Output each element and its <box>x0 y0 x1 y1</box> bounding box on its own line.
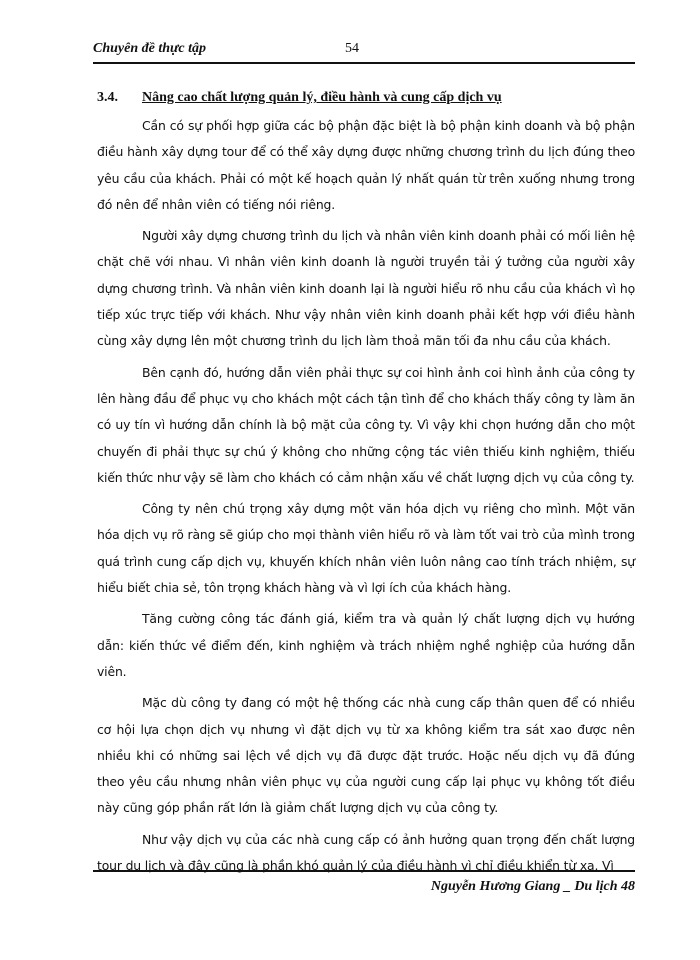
section-number: 3.4. <box>97 90 118 105</box>
footer-author: Nguyễn Hương Giang _ Du lịch 48 <box>430 879 635 894</box>
section-title: Nâng cao chất lượng quản lý, điều hành và cung cấp dịch vụ <box>142 90 502 105</box>
header-title: Chuyên đề thực tập <box>93 41 207 56</box>
body-text <box>97 113 635 884</box>
page-footer <box>93 870 635 894</box>
paragraph: Tăng cường công tác đánh giá, kiểm tra và quản lý chất lượng dịch vụ hướng dẫn: kiến thức về điểm đến, kinh nghiệm và trách nhiệm nghề nghiệp của hướng dẫn viên. <box>97 611 635 679</box>
paragraph: Công ty nên chú trọng xây dựng một văn hóa dịch vụ riêng cho mình. Một văn hóa dịch vụ rõ ràng sẽ giúp cho mọi thành viên hiểu rõ và làm tốt vai trò của mình trong quá trình cung cấp dịch vụ, khuyến khích nhân viên luôn nâng cao tính trách nhiệm, sự hiểu biết chia sẻ, tôn trọng khách hàng và vì lợi ích của khách hàng. <box>97 501 635 596</box>
paragraph: Người xây dựng chương trình du lịch và nhân viên kinh doanh phải có mối liên hệ chặt chẽ với nhau. Vì nhân viên kinh doanh là người truyền tải ý tưởng của người xây dựng chương trình. Và nhân viên kinh doanh lại là người hiểu rõ nhu cầu của khách vì họ tiếp xúc trực tiếp với khách. Như vậy nhân viên kinh doanh phải kết hợp với điều hành cùng xây dựng lên một chương trình du lịch làm thoả mãn tối đa nhu cầu của khách. <box>97 228 635 349</box>
paragraph: Mặc dù công ty đang có một hệ thống các nhà cung cấp thân quen để có nhiều cơ hội lựa chọn dịch vụ nhưng vì đặt dịch vụ từ xa không kiểm tra sát xao được nên nhiều khi có những sai lệch về dịch vụ đã được đặt trước. Hoặc nếu dịch vụ đã đúng theo yêu cầu nhưng nhân viên phục vụ của người cung cấp lại phục vụ không tốt điều này cũng góp phần rất lớn là giảm chất lượng dịch vụ của công ty. <box>97 695 635 816</box>
paragraph: Cần có sự phối hợp giữa các bộ phận đặc biệt là bộ phận kinh doanh và bộ phận điều hành xây dựng tour để có thể xây dựng được những chương trình du lịch đúng theo yêu cầu của khách. Phải có một kế hoạch quản lý nhất quán từ trên xuống nhưng trong đó nên để nhân viên có tiếng nói riêng. <box>97 118 635 212</box>
paragraph: Bên cạnh đó, hướng dẫn viên phải thực sự coi hình ảnh coi hình ảnh của công ty lên hàng đầu để phục vụ cho khách một cách tận tình để cho khách thấy công ty làm ăn có uy tín vì hướng dẫn chính là bộ mặt của công ty. Vì vậy khi chọn hướng dẫn cho một chuyến đi phải thực sự chú ý không cho những cộng tác viên thiếu kinh nghiệm, thiếu kiến thức như vậy sẽ làm cho khách có cảm nhận xấu về chất lượng dịch vụ của công ty. <box>97 364 635 485</box>
paragraph: Như vậy dịch vụ của các nhà cung cấp có ảnh hưởng quan trọng đến chất lượng tour du lịch và đây cũng là phần khó quản lý của điều hành vì chỉ điều khiển từ xa. Vì <box>97 831 635 874</box>
page-number: 54 <box>345 41 359 56</box>
page-header <box>93 38 635 64</box>
